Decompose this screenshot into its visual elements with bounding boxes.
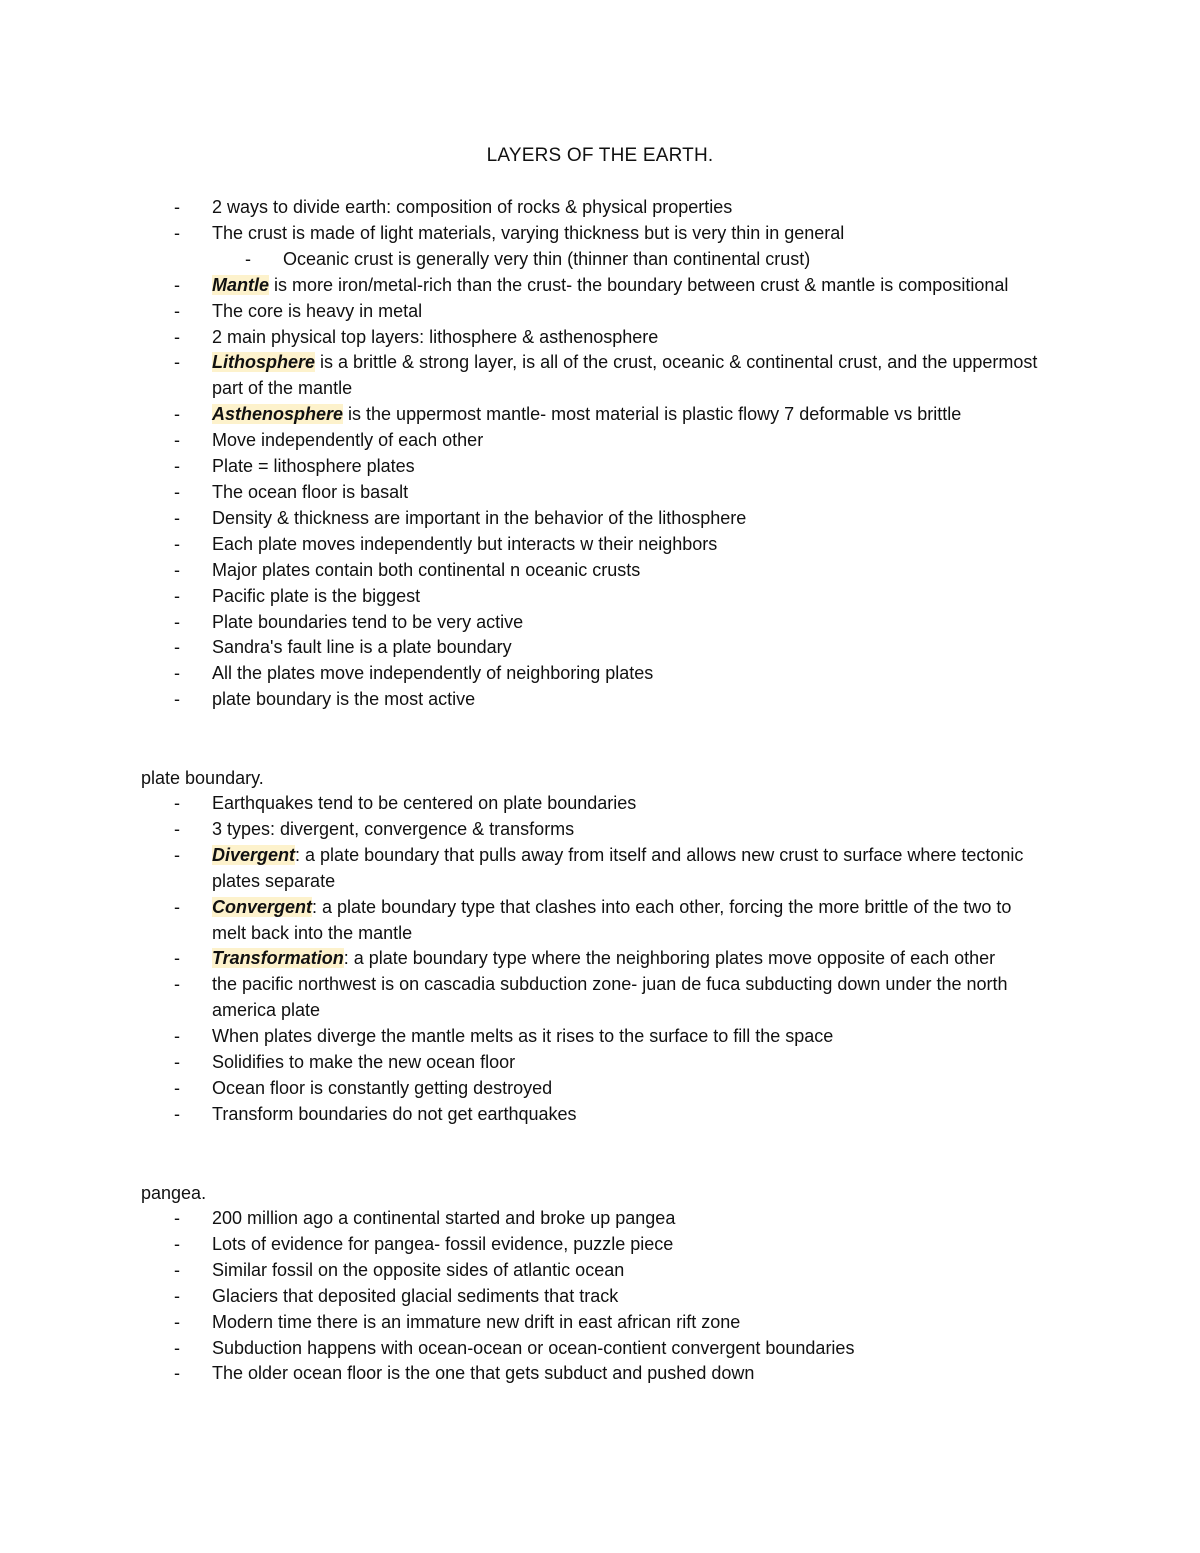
- section-heading: pangea.: [141, 1183, 207, 1203]
- highlighted-term: Transformation: [212, 948, 344, 969]
- bullet-list: [141, 1206, 1041, 1387]
- bullet-dash: -: [174, 274, 180, 295]
- list-item: [141, 972, 1041, 1024]
- item-text: When plates diverge the mantle melts as it rises to the surface to fill the space: [212, 1026, 834, 1047]
- item-text: Major plates contain both continental n oceanic crusts: [212, 559, 641, 580]
- list-item: [141, 843, 1041, 895]
- bullet-dash: -: [174, 844, 180, 865]
- list-item: [141, 558, 1041, 584]
- bullet-dash: -: [174, 326, 180, 347]
- bullet-dash: -: [174, 948, 180, 969]
- section-pangea: [141, 1180, 1041, 1387]
- list-item: [141, 506, 1041, 532]
- bullet-dash: -: [174, 430, 180, 451]
- bullet-dash: -: [174, 1285, 180, 1306]
- bullet-dash: -: [174, 1077, 180, 1098]
- item-text: All the plates move independently of neighboring plates: [212, 663, 654, 684]
- list-item: [141, 532, 1041, 558]
- item-text: Ocean floor is constantly getting destroyed: [212, 1077, 553, 1098]
- bullet-dash: -: [174, 533, 180, 554]
- bullet-dash: -: [174, 1311, 180, 1332]
- item-text: Similar fossil on the opposite sides of atlantic ocean: [212, 1259, 625, 1280]
- list-item: [141, 273, 1041, 299]
- bullet-dash: -: [174, 1026, 180, 1047]
- list-item: [141, 1102, 1041, 1128]
- bullet-dash: -: [174, 352, 180, 373]
- bullet-dash: -: [174, 481, 180, 502]
- item-text: Density & thickness are important in the behavior of the lithosphere: [212, 507, 747, 528]
- list-item: [141, 1258, 1041, 1284]
- bullet-dash: -: [174, 559, 180, 580]
- item-text: Earthquakes tend to be centered on plate boundaries: [212, 793, 637, 813]
- list-item: [141, 402, 1041, 428]
- highlighted-term: Mantle: [212, 274, 270, 295]
- bullet-dash: -: [245, 248, 251, 269]
- list-item: [141, 1206, 1041, 1232]
- bullet-dash: -: [174, 793, 180, 813]
- highlighted-term: Asthenosphere: [212, 404, 344, 425]
- item-text: Lots of evidence for pangea- fossil evidence, puzzle piece: [212, 1233, 674, 1254]
- item-text: Glaciers that deposited glacial sediments that track: [212, 1285, 619, 1306]
- section-layers: [141, 195, 1041, 713]
- list-item: [141, 1024, 1041, 1050]
- item-text: Sandra's fault line is a plate boundary: [212, 637, 512, 658]
- list-item: [141, 299, 1041, 325]
- item-text: Modern time there is an immature new drift in east african rift zone: [212, 1311, 741, 1332]
- section-heading: plate boundary.: [141, 768, 264, 788]
- item-text: : a plate boundary that pulls away from itself and allows new crust to surface where tectonic plates separate: [212, 844, 1024, 891]
- bullet-dash: -: [174, 1363, 180, 1384]
- list-item: [141, 895, 1041, 947]
- bullet-dash: -: [174, 300, 180, 321]
- bullet-dash: -: [174, 1233, 180, 1254]
- item-text: The core is heavy in metal: [212, 300, 423, 321]
- bullet-dash: -: [174, 663, 180, 684]
- item-text: Transform boundaries do not get earthquakes: [212, 1103, 577, 1124]
- item-text: Each plate moves independently but interacts w their neighbors: [212, 533, 718, 554]
- section-plate-boundary: [141, 765, 1041, 1128]
- item-text: 3 types: divergent, convergence & transforms: [212, 818, 575, 839]
- item-text: Pacific plate is the biggest: [212, 585, 421, 606]
- item-text: Oceanic crust is generally very thin (thinner than continental crust): [283, 248, 811, 269]
- list-item: [141, 610, 1041, 636]
- highlighted-term: Divergent: [212, 844, 296, 865]
- bullet-dash: -: [174, 585, 180, 606]
- bullet-dash: -: [174, 611, 180, 632]
- bullet-dash: -: [174, 637, 180, 658]
- item-text: plate boundary is the most active: [212, 689, 476, 710]
- item-text: 2 ways to divide earth: composition of rocks & physical properties: [212, 197, 733, 217]
- item-text: : a plate boundary type that clashes into each other, forcing the more brittle of the two to melt back into the mantle: [212, 896, 1012, 943]
- list-item: [141, 454, 1041, 480]
- list-item: [141, 195, 1041, 221]
- list-item: [141, 428, 1041, 454]
- list-item: [141, 1050, 1041, 1076]
- item-text: 2 main physical top layers: lithosphere & asthenosphere: [212, 326, 659, 347]
- list-item: [141, 247, 1041, 273]
- list-item: [141, 221, 1041, 247]
- list-item: [141, 1284, 1041, 1310]
- item-text: : a plate boundary type where the neighboring plates move opposite of each other: [343, 948, 996, 969]
- item-text: Solidifies to make the new ocean floor: [212, 1052, 516, 1073]
- bullet-dash: -: [174, 974, 180, 995]
- list-item: [141, 1232, 1041, 1258]
- item-text: Plate = lithosphere plates: [212, 456, 415, 477]
- bullet-list: [141, 791, 1041, 1128]
- list-item: [141, 791, 1041, 817]
- bullet-dash: -: [174, 1103, 180, 1124]
- list-item: [141, 635, 1041, 661]
- bullet-dash: -: [174, 507, 180, 528]
- item-text: is a brittle & strong layer, is all of the crust, oceanic & continental crust, and the uppermost part of the mantle: [212, 352, 1038, 399]
- bullet-dash: -: [174, 456, 180, 477]
- bullet-dash: -: [174, 896, 180, 917]
- item-text: the pacific northwest is on cascadia subduction zone- juan de fuca subducting down under the north america plate: [212, 974, 1008, 1021]
- list-item: [141, 946, 1041, 972]
- item-text: The crust is made of light materials, varying thickness but is very thin in general: [212, 222, 845, 243]
- list-item: [141, 584, 1041, 610]
- item-text: The older ocean floor is the one that gets subduct and pushed down: [212, 1363, 755, 1384]
- bullet-list: [141, 195, 1041, 713]
- highlighted-term: Convergent: [212, 896, 313, 917]
- list-item: [141, 350, 1041, 402]
- bullet-dash: -: [174, 1337, 180, 1358]
- bullet-dash: -: [174, 222, 180, 243]
- document-title: LAYERS OF THE EARTH.: [486, 145, 714, 166]
- item-text: Move independently of each other: [212, 430, 484, 451]
- item-text: is the uppermost mantle- most material is plastic flowy 7 deformable vs brittle: [343, 404, 962, 425]
- list-item: [141, 1361, 1041, 1387]
- bullet-dash: -: [174, 1208, 180, 1228]
- list-item: [141, 817, 1041, 843]
- list-item: [141, 661, 1041, 687]
- bullet-dash: -: [174, 197, 180, 217]
- list-item: [141, 687, 1041, 713]
- highlighted-term: Lithosphere: [212, 352, 316, 373]
- bullet-dash: -: [174, 1052, 180, 1073]
- list-item: [141, 480, 1041, 506]
- bullet-dash: -: [174, 1259, 180, 1280]
- bullet-dash: -: [174, 404, 180, 425]
- list-item: [141, 1336, 1041, 1362]
- bullet-dash: -: [174, 818, 180, 839]
- list-item: [141, 1310, 1041, 1336]
- list-item: [141, 1076, 1041, 1102]
- item-text: Plate boundaries tend to be very active: [212, 611, 524, 632]
- bullet-dash: -: [174, 689, 180, 710]
- item-text: Subduction happens with ocean-ocean or ocean-contient convergent boundaries: [212, 1337, 855, 1358]
- list-item: [141, 325, 1041, 351]
- item-text: The ocean floor is basalt: [212, 481, 409, 502]
- item-text: 200 million ago a continental started and broke up pangea: [212, 1208, 676, 1228]
- item-text: is more iron/metal-rich than the crust- the boundary between crust & mantle is compositional: [269, 274, 1009, 295]
